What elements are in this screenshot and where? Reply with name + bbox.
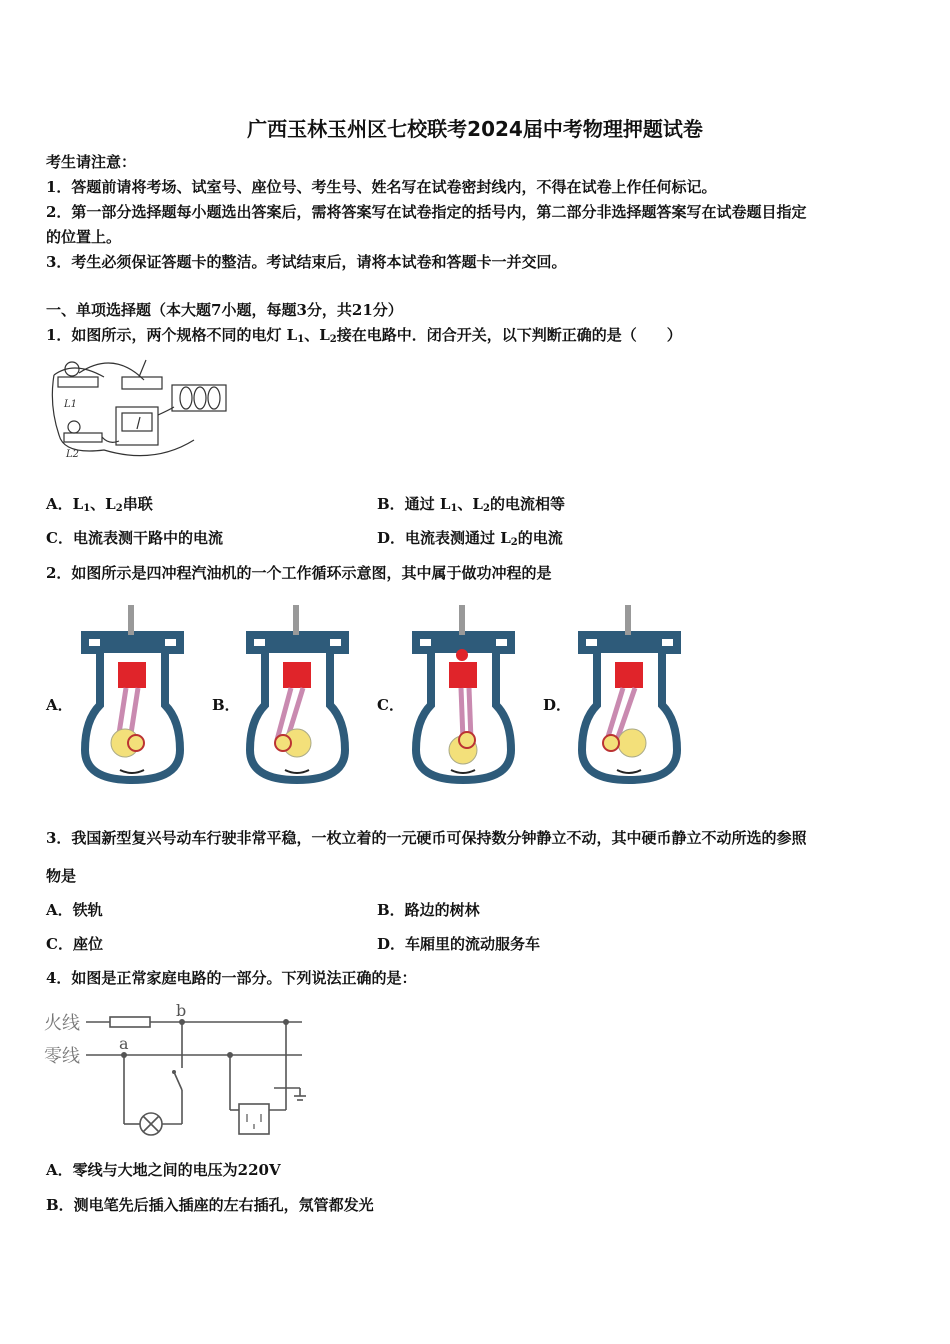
q3-option-c: C．座位 xyxy=(46,935,103,953)
q3-option-a: A．铁轨 xyxy=(46,901,103,919)
fig-point-a: a xyxy=(119,1034,129,1053)
q1-option-a: A．$L_1$、$L_2$串联 xyxy=(46,495,153,514)
engine-figure-b xyxy=(245,600,350,785)
q2-label-a: A． xyxy=(46,696,73,714)
engine-figure-c xyxy=(411,600,516,785)
q3-stem-line2: 物是 xyxy=(46,867,77,885)
fig-label-live-wire: 火线 xyxy=(44,1013,80,1034)
engine-figure-d xyxy=(577,600,682,785)
q1-circuit-figure xyxy=(44,355,244,465)
q1-option-b: B．通过 $L_1$、$L_2$的电流相等 xyxy=(377,495,565,514)
fig-label-neutral-wire: 零线 xyxy=(44,1046,80,1067)
q1-option-d: D．电流表测通过 $L_2$的电流 xyxy=(377,529,563,548)
q2-stem: 2．如图所示是四冲程汽油机的一个工作循环示意图，其中属于做功冲程的是 xyxy=(46,564,552,582)
q2-label-b: B． xyxy=(212,696,240,714)
q3-option-b: B．路边的树林 xyxy=(377,901,480,919)
q3-stem-line1: 3．我国新型复兴号动车行驶非常平稳，一枚立着的一元硬币可保持数分钟静立不动，其中硬币静立不动所选的参照 xyxy=(46,829,807,847)
q4-option-a: A．零线与大地之间的电压为220V xyxy=(46,1161,281,1179)
engine-figure-a xyxy=(80,600,185,785)
q4-option-b: B．测电笔先后插入插座的左右插孔，氖管都发光 xyxy=(46,1196,374,1214)
fig-label-l1: L1 xyxy=(64,399,78,410)
notice-heading: 考生请注意： xyxy=(46,153,137,171)
q2-label-d: D． xyxy=(543,696,572,714)
q3-option-d: D．车厢里的流动服务车 xyxy=(377,935,541,953)
q4-stem: 4．如图是正常家庭电路的一部分。下列说法正确的是： xyxy=(46,969,417,987)
section-heading: 一、单项选择题（本大题7小题，每题3分，共21分） xyxy=(46,301,403,319)
q1-option-c: C．电流表测干路中的电流 xyxy=(46,529,223,547)
notice-item-2a: 2．第一部分选择题每小题选出答案后，需将答案写在试卷指定的括号内，第二部分非选择题答案写在试卷题目指定 xyxy=(46,203,807,221)
page-title: 广西玉林玉州区七校联考2024届中考物理押题试卷 xyxy=(247,117,703,141)
q4-household-circuit-figure xyxy=(44,1000,314,1140)
q1-stem: 1．如图所示，两个规格不同的电灯 $L_1$、$L_2$接在电路中．闭合开关，以下判断正确的是（ ） xyxy=(46,326,682,345)
q2-label-c: C． xyxy=(377,696,404,714)
notice-item-1: 1．答题前请将考场、试室号、座位号、考生号、姓名写在试卷密封线内，不得在试卷上作任何标记。 xyxy=(46,178,717,196)
fig-point-b: b xyxy=(176,1001,187,1020)
notice-item-2b: 的位置上。 xyxy=(46,228,122,246)
notice-item-3: 3．考生必须保证答题卡的整洁。考试结束后，请将本试卷和答题卡一并交回。 xyxy=(46,253,567,271)
fig-label-l2: L2 xyxy=(66,449,80,460)
